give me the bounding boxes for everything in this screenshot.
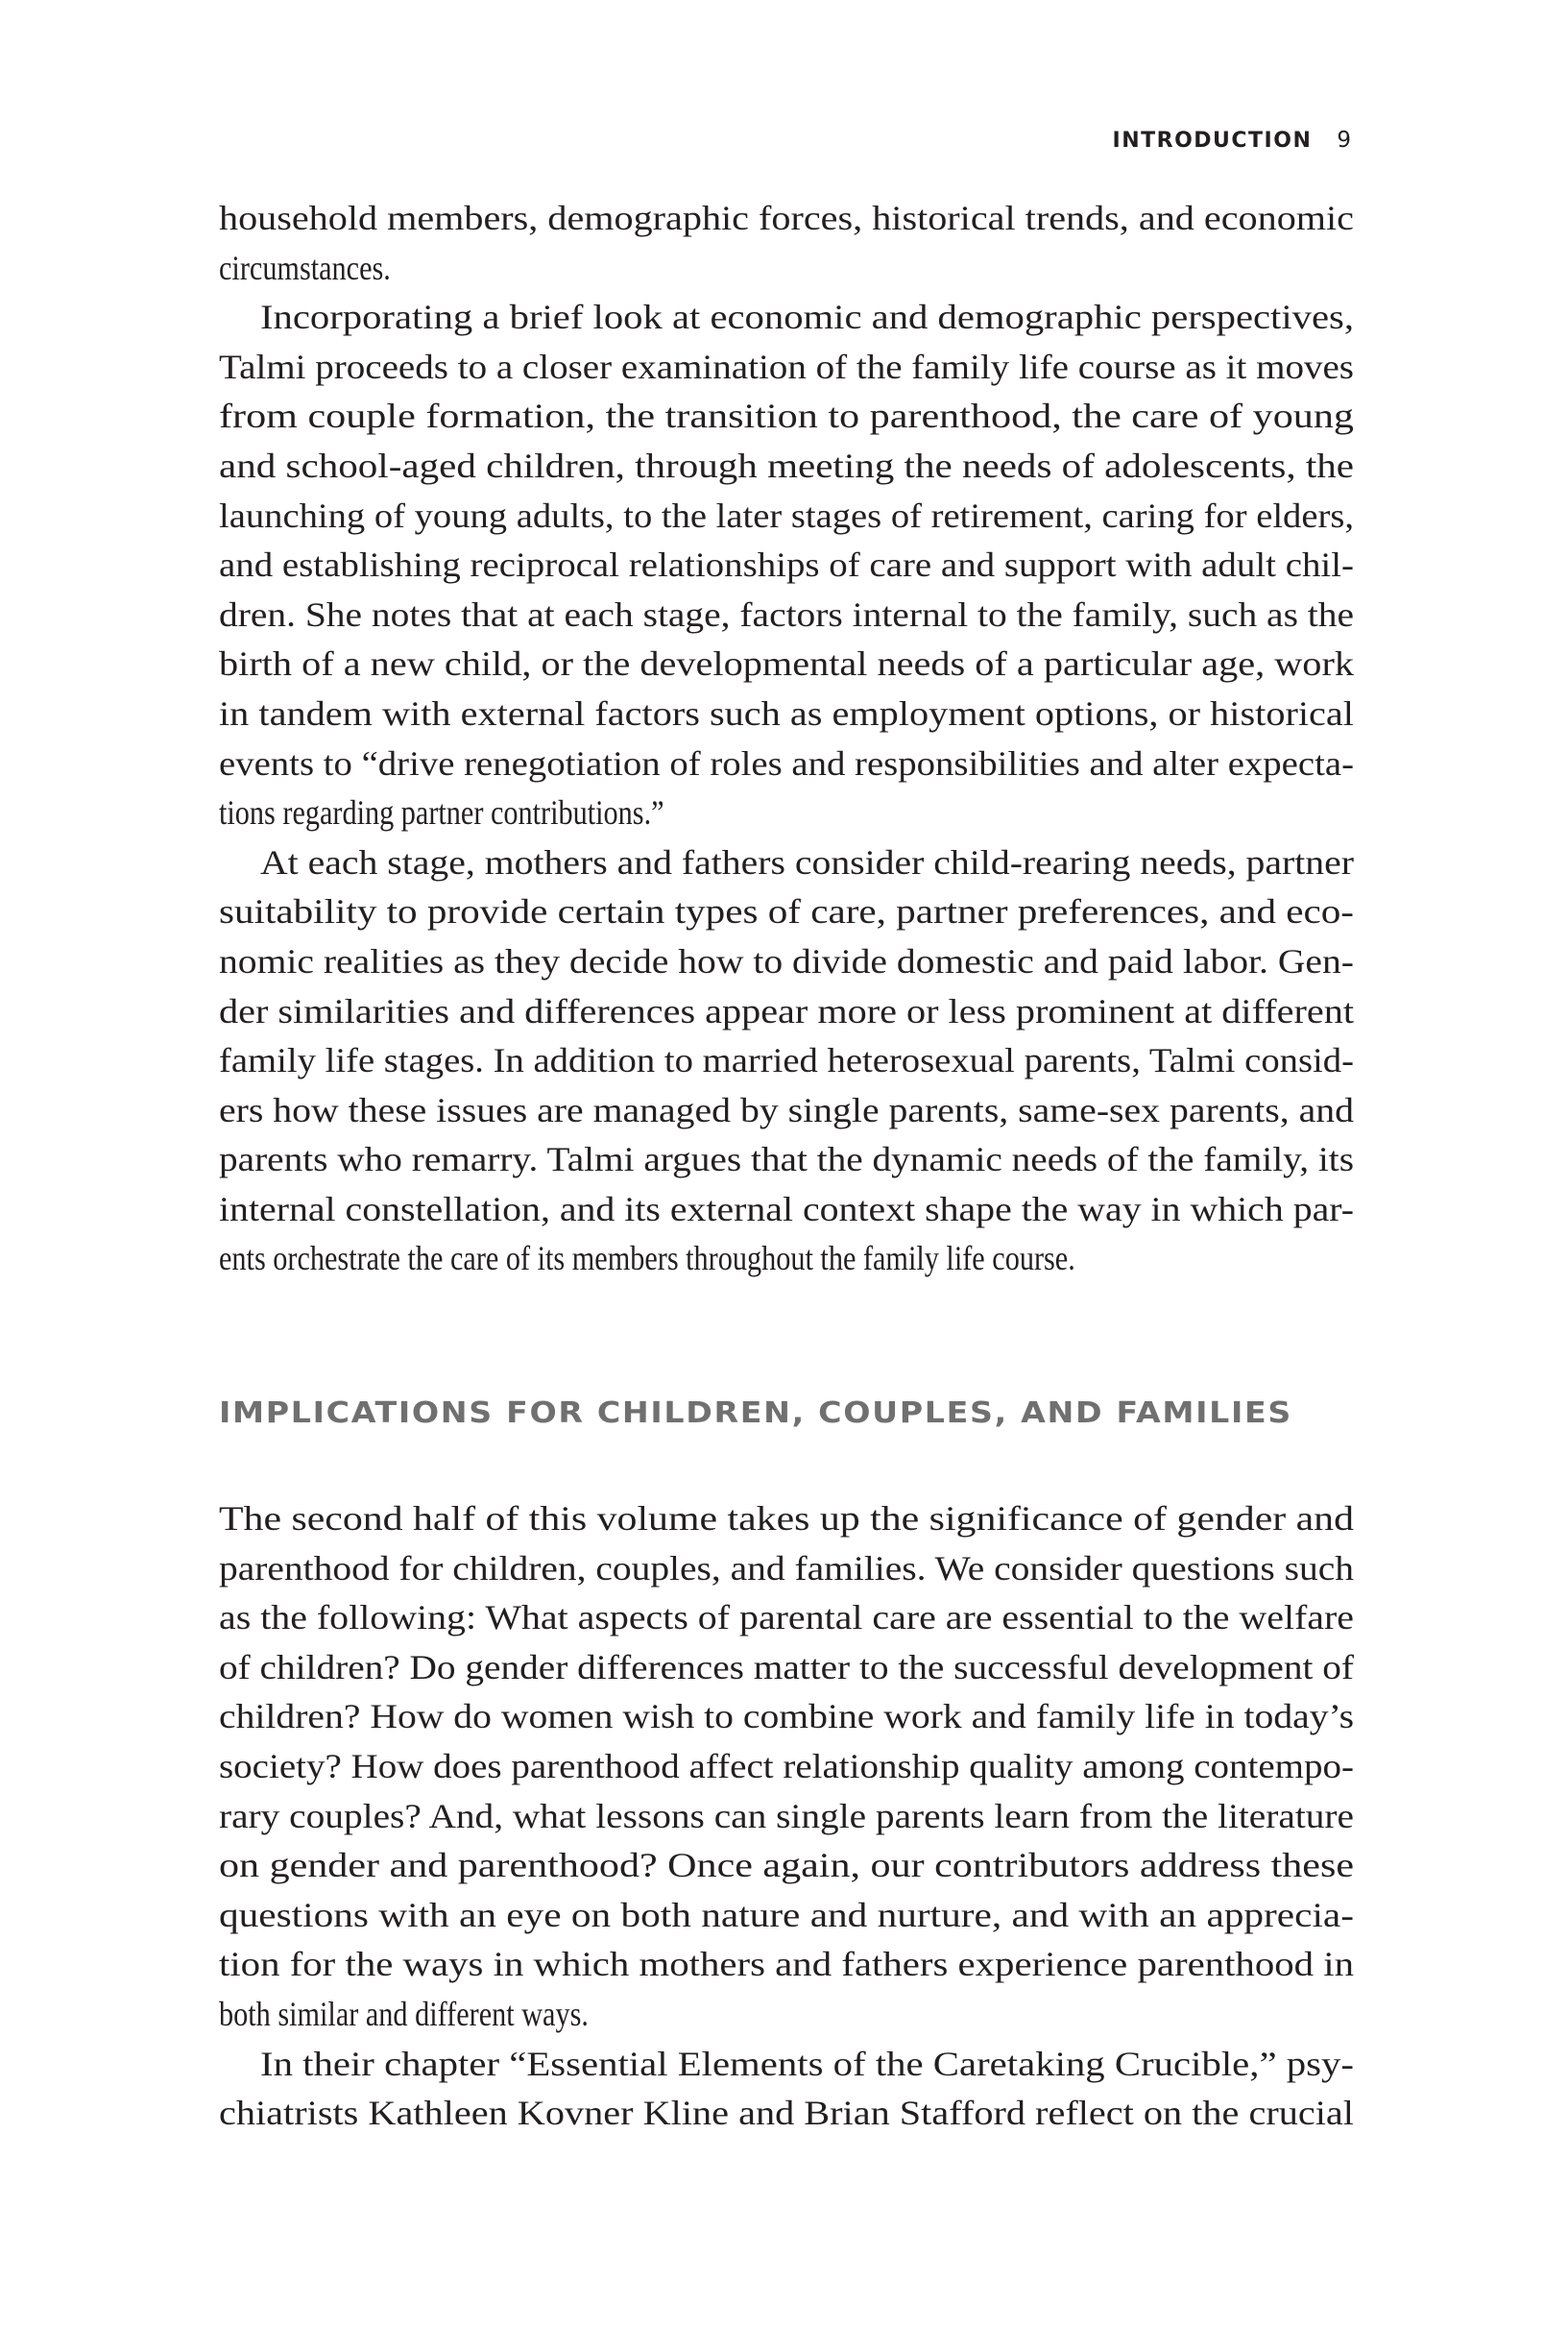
text-line [219,788,1354,838]
text-line-content: children? How do women wish to combine work and family life in today’s [219,1697,1354,1736]
text-line-content: ers how these issues are managed by single parents, same-sex parents, and [219,1090,1354,1129]
text-line [219,492,1354,542]
text-line [219,740,1354,789]
text-line [219,194,1354,244]
text-line-content: family life stages. In addition to married heterosexual parents, Talmi consid- [219,1041,1354,1080]
text-line-content: suitability to provide certain types of care, partner preferences, and eco- [219,892,1354,932]
text-line [219,690,1354,740]
page-number: 9 [1337,128,1351,153]
text-line [219,1135,1354,1185]
text-line [219,2089,1354,2139]
text-line [219,293,1354,343]
text-line [219,937,1354,987]
text-line-content: circumstances. [219,248,391,287]
text-line-content: and school-aged children, through meeting the needs of adolescents, the [219,446,1354,485]
text-line [219,987,1354,1037]
text-line [219,442,1354,492]
text-line-content: both similar and different ways. [219,1994,589,2033]
text-line [219,2040,1354,2090]
text-line [219,1494,1354,1544]
text-line-content: from couple formation, the transition to parenthood, the care of young [219,397,1354,436]
text-line [219,244,1354,294]
text-line-content: events to “drive renegotiation of roles and responsibilities and alter expecta- [219,743,1354,783]
text-line [219,1940,1354,1990]
text-line-content: dren. She notes that at each stage, factors internal to the family, such as the [219,594,1354,634]
text-line-content: in tandem with external factors such as employment options, or historical [219,693,1354,733]
text-line-content: household members, demographic forces, historical trends, and economic [219,199,1354,237]
text-line-content: birth of a new child, or the developmental needs of a particular age, work [219,644,1354,684]
text-line [219,1086,1354,1136]
text-line [219,1742,1354,1792]
text-line [219,887,1354,937]
text-line [219,1544,1354,1594]
text-line-content: rary couples? And, what lessons can single parents learn from the literature [219,1796,1354,1835]
text-line-content: and establishing reciprocal relationships of care and support with adult chil- [219,546,1354,585]
text-line [219,838,1354,888]
running-head-title: INTRODUCTION [1112,129,1313,153]
text-line-content: launching of young adults, to the later stages of retirement, caring for elders, [219,496,1354,535]
text-line [219,1643,1354,1693]
text-line [219,541,1354,591]
text-line-content: At each stage, mothers and fathers consider child-rearing needs, partner [260,842,1354,882]
text-line [219,1792,1354,1842]
text-line [219,1234,1354,1284]
text-line [219,392,1354,442]
text-line [219,343,1354,393]
text-line-content: society? How does parenthood affect relationship quality among contempo- [219,1746,1354,1785]
text-line [219,1841,1354,1891]
text-line-content: ents orchestrate the care of its members throughout the family life course. [219,1239,1075,1278]
text-line-content: Incorporating a brief look at economic and demographic perspectives, [260,298,1354,337]
text-line-content: der similarities and differences appear more or less prominent at different [219,991,1354,1031]
text-line-content: parents who remarry. Talmi argues that the dynamic needs of the family, its [219,1140,1354,1179]
text-line-content: internal constellation, and its external context shape the way in which par- [219,1189,1354,1228]
running-head [1113,128,1351,153]
text-line-content: In their chapter “Essential Elements of the Caretaking Crucible,” psy- [260,2044,1354,2083]
body-text-block-1 [219,194,1354,1284]
text-line-content: tions regarding partner contributions.” [219,793,664,833]
text-line-content: as the following: What aspects of parental care are essential to the welfare [219,1598,1354,1637]
text-line-content: nomic realities as they decide how to divide domestic and paid labor. Gen- [219,941,1354,981]
text-line-content: The second half of this volume takes up the significance of gender and [219,1499,1354,1538]
text-line [219,1990,1354,2040]
body-text-block-2 [219,1494,1354,2139]
text-line [219,640,1354,690]
text-line [219,1692,1354,1742]
text-line [219,1036,1354,1086]
text-line-content: of children? Do gender differences matter to the successful development of [219,1647,1354,1686]
text-line-content: tion for the ways in which mothers and fathers experience parenthood in [219,1945,1354,1984]
text-line-content: parenthood for children, couples, and families. We consider questions such [219,1548,1354,1588]
text-line-content: questions with an eye on both nature and nurture, and with an apprecia- [219,1895,1354,1934]
text-line-content: on gender and parenthood? Once again, our contributors address these [219,1846,1354,1885]
text-line [219,1891,1354,1941]
text-line [219,1185,1354,1235]
text-line-content: chiatrists Kathleen Kovner Kline and Brian Stafford reflect on the crucial [219,2094,1354,2133]
text-line [219,1593,1354,1643]
text-line-content: Talmi proceeds to a closer examination of the family life course as it moves [219,347,1354,386]
text-line [219,591,1354,641]
section-heading: IMPLICATIONS FOR CHILDREN, COUPLES, AND FAMILIES [219,1396,1292,1430]
